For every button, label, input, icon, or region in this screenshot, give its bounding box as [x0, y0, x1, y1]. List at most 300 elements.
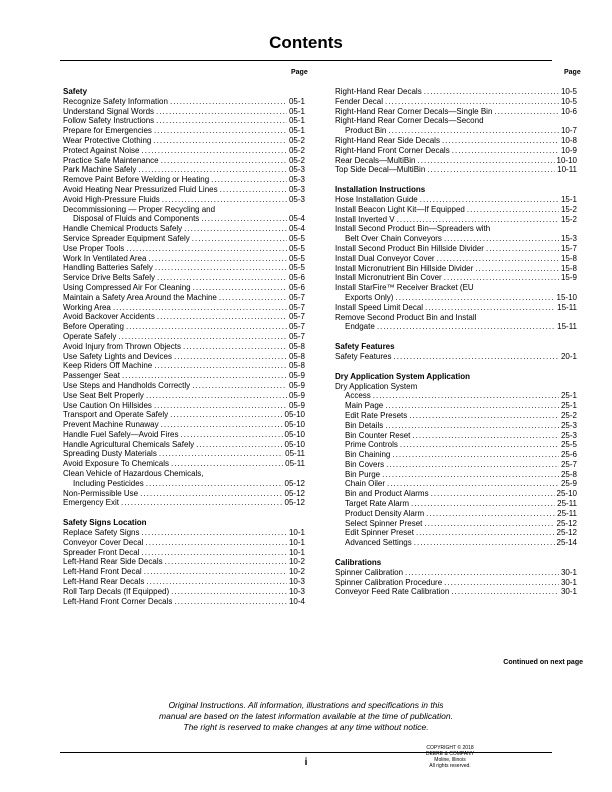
toc-entry-page: 05-7	[288, 292, 305, 302]
toc-entry-page: 05-7	[288, 312, 305, 322]
toc-entry[interactable]	[63, 244, 305, 254]
toc-entry[interactable]	[63, 322, 305, 332]
toc-entry-page: 05-7	[288, 302, 305, 312]
toc-entry-page: 10-5	[560, 87, 577, 96]
toc-entry[interactable]	[63, 459, 305, 469]
toc-entry-page: 15-3	[560, 234, 577, 244]
dot-leader	[145, 538, 287, 548]
toc-entry[interactable]	[335, 244, 577, 254]
toc-entry-label: Practice Safe Maintenance	[63, 155, 159, 165]
toc-entry-label: Use Steps and Handholds Correctly	[63, 380, 191, 390]
dot-leader	[192, 381, 287, 391]
toc-entry[interactable]	[63, 538, 305, 548]
toc-entry-page: 05-10	[284, 410, 305, 420]
toc-entry-title: Remove Second Product Bin and Install	[335, 312, 477, 322]
toc-entry-title: Install StarFire™ Receiver Bracket (EU	[335, 283, 474, 293]
toc-entry-label: Spreader Front Decal	[63, 547, 140, 557]
toc-entry-label: Handling Batteries Safely	[63, 263, 153, 273]
toc-entry[interactable]	[63, 381, 305, 391]
toc-entry[interactable]	[63, 263, 305, 273]
toc-entry[interactable]	[335, 421, 577, 431]
toc-entry-page: 25-6	[560, 450, 577, 460]
toc-entry-label: Emergency Exit	[63, 498, 120, 508]
dot-leader	[118, 332, 287, 342]
toc-entry-label: Product Density Alarm	[345, 508, 425, 518]
toc-entry-page: 05-12	[284, 478, 305, 488]
toc-entry-label: Conveyor Cover Decal	[63, 537, 144, 547]
toc-entry[interactable]	[63, 254, 305, 264]
toc-entry[interactable]	[63, 557, 305, 567]
toc-entry[interactable]	[63, 195, 305, 205]
dot-leader	[424, 519, 554, 529]
toc-entry-page: 15-7	[560, 243, 577, 253]
toc-entry[interactable]	[335, 411, 577, 421]
toc-entry[interactable]	[63, 597, 305, 607]
toc-section	[335, 558, 577, 597]
toc-entry-label: Disposal of Fluids and Components	[73, 214, 200, 224]
dot-leader	[424, 87, 559, 97]
dot-leader	[385, 421, 559, 431]
toc-entry-label: Prepare for Emergencies	[63, 126, 152, 136]
toc-entry-page: 05-3	[288, 194, 305, 204]
dot-leader	[444, 273, 559, 283]
dot-leader	[475, 264, 559, 274]
dot-leader	[126, 244, 287, 254]
toc-entry-page: 30-1	[560, 567, 577, 577]
toc-entry[interactable]	[335, 264, 577, 274]
toc-entry[interactable]	[335, 479, 577, 489]
toc-entry[interactable]	[63, 498, 305, 508]
toc-entry[interactable]	[63, 283, 305, 293]
dot-leader	[144, 567, 287, 577]
toc-entry[interactable]	[63, 146, 305, 156]
toc-entry-label: Top Side Decal—MultiBin	[335, 165, 426, 175]
dot-leader	[444, 234, 559, 244]
toc-entry[interactable]	[63, 175, 305, 185]
toc-entry-label: Right-Hand Rear Decals	[335, 87, 422, 96]
dot-leader	[201, 214, 287, 224]
toc-entry-label: Right-Hand Front Corner Decals	[335, 145, 450, 155]
toc-entry[interactable]	[63, 224, 305, 234]
dot-leader	[192, 234, 287, 244]
toc-entry[interactable]	[63, 371, 305, 381]
toc-entry-page: 05-1	[288, 116, 305, 126]
dot-leader	[386, 460, 559, 470]
toc-entry-label: Keep Riders Off Machine	[63, 361, 153, 371]
toc-entry-page: 05-5	[288, 233, 305, 243]
toc-entry-label: Roll Tarp Decals (If Equipped)	[63, 586, 170, 596]
toc-entry-page: 20-1	[560, 351, 577, 361]
toc-entry-page: 05-7	[288, 331, 305, 341]
toc-entry-page: 25-5	[560, 440, 577, 450]
toc-entry[interactable]	[335, 215, 577, 225]
dot-leader	[146, 391, 287, 401]
dot-leader	[171, 587, 287, 597]
toc-entry-page: 05-6	[288, 273, 305, 283]
toc-entry[interactable]	[335, 87, 577, 97]
section-heading: Calibrations	[335, 558, 382, 568]
toc-entry[interactable]	[335, 126, 577, 136]
toc-entry-page: 05-8	[288, 361, 305, 371]
dot-leader	[141, 548, 287, 558]
toc-entry[interactable]	[63, 577, 305, 587]
toc-entry-label: Install Dual Conveyor Cover	[335, 253, 435, 263]
toc-entry-page: 05-12	[284, 488, 305, 498]
toc-entry-page: 15-8	[560, 263, 577, 273]
dot-leader	[138, 165, 287, 175]
toc-entry-page: 25-12	[556, 528, 577, 538]
notice-line: manual are based on the latest information available at the time of publication.	[159, 711, 453, 721]
toc-entry[interactable]	[335, 156, 577, 166]
toc-entry-label: Working Area	[63, 302, 111, 312]
toc-entry-label: Left-Hand Front Decal	[63, 567, 142, 577]
continued-note: Continued on next page	[503, 659, 583, 666]
toc-entry[interactable]	[63, 234, 305, 244]
toc-entry[interactable]	[63, 312, 305, 322]
toc-entry-label: Product Bin	[345, 126, 387, 136]
toc-entry[interactable]	[335, 146, 577, 156]
toc-entry[interactable]	[335, 568, 577, 578]
toc-entry-page: 10-5	[560, 96, 577, 106]
dot-leader	[420, 195, 559, 205]
toc-entry-label: Bin Covers	[345, 459, 385, 469]
toc-entry[interactable]	[63, 107, 305, 117]
toc-entry[interactable]	[63, 214, 305, 224]
dot-leader	[431, 489, 555, 499]
dot-leader	[467, 205, 559, 215]
dot-leader	[146, 479, 283, 489]
dot-leader	[180, 430, 282, 440]
toc-entry-page: 30-1	[560, 577, 577, 587]
copyright-line: DEERE & COMPANY	[425, 751, 475, 757]
dot-leader	[159, 449, 283, 459]
dot-leader	[397, 215, 559, 225]
dot-leader	[382, 470, 559, 480]
dot-leader	[157, 312, 287, 322]
toc-entry[interactable]	[335, 391, 577, 401]
toc-entry[interactable]	[63, 293, 305, 303]
toc-entry-page: 15-2	[560, 204, 577, 214]
toc-entry[interactable]	[335, 470, 577, 480]
dot-leader	[162, 195, 287, 205]
toc-entry-page: 05-6	[288, 282, 305, 292]
toc-entry[interactable]	[335, 136, 577, 146]
toc-entry-page: 05-8	[288, 351, 305, 361]
toc-entry-page: 10-3	[288, 577, 305, 587]
toc-entry[interactable]	[335, 519, 577, 529]
toc-entry-label: Hose Installation Guide	[335, 194, 418, 204]
toc-entry-label: Install Second Product Bin Hillside Divider	[335, 243, 484, 253]
toc-entry-label: Handle Fuel Safely—Avoid Fires	[63, 429, 179, 439]
toc-entry-label: Avoid Heating Near Pressurized Fluid Lines	[63, 184, 218, 194]
dot-leader	[451, 587, 559, 597]
toc-entry-page: 15-10	[556, 292, 577, 302]
toc-entry-page: 10-10	[556, 155, 577, 165]
toc-section	[335, 342, 577, 362]
toc-entry-page: 15-9	[560, 273, 577, 283]
toc-entry-label: Spreading Dusty Materials	[63, 449, 157, 459]
toc-entry-label: Spinner Calibration Procedure	[335, 577, 443, 587]
toc-entry[interactable]	[335, 509, 577, 519]
toc-entry[interactable]	[335, 165, 577, 175]
toc-entry-page: 15-8	[560, 253, 577, 263]
toc-entry[interactable]	[335, 97, 577, 107]
toc-entry-page: 25-8	[560, 469, 577, 479]
toc-entry[interactable]	[63, 489, 305, 499]
toc-entry-page: 25-3	[560, 420, 577, 430]
dot-leader	[412, 431, 559, 441]
toc-entry-page: 10-9	[560, 145, 577, 155]
toc-entry-title: Right-Hand Rear Corner Decals—Second	[335, 116, 484, 126]
dot-leader	[393, 352, 559, 362]
dot-leader	[387, 479, 559, 489]
dot-leader	[494, 107, 559, 117]
toc-entry-label: Avoid Backover Accidents	[63, 312, 155, 322]
toc-entry[interactable]	[63, 548, 305, 558]
toc-entry[interactable]	[63, 303, 305, 313]
toc-entry-page: 05-3	[288, 175, 305, 185]
dot-leader	[154, 401, 287, 411]
toc-entry[interactable]	[335, 538, 577, 548]
dot-leader	[157, 273, 287, 283]
toc-entry[interactable]	[335, 293, 577, 303]
toc-entry[interactable]	[63, 567, 305, 577]
dot-leader	[196, 440, 282, 450]
dot-leader	[395, 293, 554, 303]
dot-leader	[170, 97, 287, 107]
toc-entry-page: 05-10	[284, 429, 305, 439]
toc-entry[interactable]	[335, 107, 577, 117]
toc-entry[interactable]	[335, 303, 577, 313]
toc-entry-page: 15-1	[560, 194, 577, 204]
toc-entry[interactable]	[63, 126, 305, 136]
dot-leader	[388, 126, 559, 136]
toc-entry-page: 05-10	[284, 420, 305, 430]
toc-entry-label: Main Page	[345, 401, 384, 411]
toc-entry-label: Avoid Exposure To Chemicals	[63, 459, 169, 469]
toc-entry-label: Left-Hand Front Corner Decals	[63, 596, 173, 606]
toc-entry-page: 05-10	[284, 439, 305, 449]
toc-entry[interactable]	[335, 578, 577, 588]
toc-entry-label: Edit Spinner Preset	[345, 528, 414, 538]
dot-leader	[174, 597, 287, 607]
toc-entry-page: 25-2	[560, 410, 577, 420]
dot-leader	[411, 499, 555, 509]
toc-entry-page: 05-2	[288, 135, 305, 145]
toc-entry-label: Bin Details	[345, 420, 384, 430]
toc-entry-label: Avoid High-Pressure Fluids	[63, 194, 160, 204]
section-heading: Safety	[63, 87, 88, 96]
toc-entry-label: Prime Controls	[345, 440, 398, 450]
toc-entry[interactable]	[335, 322, 577, 332]
toc-entry-label: Recognize Safety Information	[63, 96, 168, 106]
toc-entry-label: Handle Agricultural Chemicals Safely	[63, 439, 195, 449]
toc-entry[interactable]	[63, 410, 305, 420]
toc-entry[interactable]	[63, 479, 305, 489]
toc-entry-label: Work In Ventilated Area	[63, 253, 147, 263]
toc-entry-page: 25-3	[560, 430, 577, 440]
section-heading: Installation Instructions	[335, 185, 426, 195]
dot-leader	[148, 254, 287, 264]
dot-leader	[171, 459, 283, 469]
toc-entry[interactable]	[335, 352, 577, 362]
toc-entry[interactable]	[63, 449, 305, 459]
toc-entry-label: Rear Decals—MultiBin	[335, 155, 416, 165]
toc-entry[interactable]	[335, 431, 577, 441]
toc-entry[interactable]	[63, 420, 305, 430]
toc-entry-label: Understand Signal Words	[63, 106, 155, 116]
toc-entry-page: 25-9	[560, 479, 577, 489]
dot-leader	[405, 568, 559, 578]
dot-leader	[121, 498, 283, 508]
toc-entry[interactable]	[63, 401, 305, 411]
dot-leader	[154, 361, 287, 371]
toc-entry-label: Prevent Machine Runaway	[63, 420, 159, 430]
toc-entry[interactable]	[335, 234, 577, 244]
toc-entry[interactable]	[63, 165, 305, 175]
toc-entry[interactable]	[63, 391, 305, 401]
toc-entry[interactable]	[63, 156, 305, 166]
dot-leader	[156, 116, 287, 126]
toc-entry-label: Fender Decal	[335, 96, 384, 106]
toc-entry-label: Install Speed Limit Decal	[335, 302, 424, 312]
toc-entry-page: 05-11	[285, 459, 305, 469]
toc-entry[interactable]	[63, 587, 305, 597]
toc-entry-page: 05-11	[285, 449, 305, 459]
toc-entry-label: Right-Hand Rear Corner Decals—Single Bin	[335, 106, 493, 116]
dot-leader	[385, 97, 559, 107]
dot-leader	[400, 440, 559, 450]
toc-entry-label: Spinner Calibration	[335, 567, 404, 577]
toc-entry[interactable]	[63, 361, 305, 371]
toc-entry-page: 05-9	[288, 400, 305, 410]
toc-entry-page: 30-1	[560, 587, 577, 597]
toc-entry-page: 25-12	[556, 518, 577, 528]
dot-leader	[414, 538, 555, 548]
toc-entry-label: Advanced Settings	[345, 538, 412, 548]
toc-entry[interactable]	[335, 489, 577, 499]
toc-entry[interactable]	[63, 97, 305, 107]
toc-entry-page: 25-11	[557, 499, 577, 509]
toc-entry[interactable]	[335, 450, 577, 460]
toc-entry-label: Access	[345, 391, 371, 401]
toc-entry-label: Install Beacon Light Kit—If Equipped	[335, 204, 465, 214]
toc-entry-page: 10-8	[560, 135, 577, 145]
toc-entry[interactable]	[335, 205, 577, 215]
toc-entry[interactable]	[63, 430, 305, 440]
toc-entry-label: Park Machine Safely	[63, 165, 137, 175]
toc-entry[interactable]	[63, 332, 305, 342]
toc-entry[interactable]	[335, 254, 577, 264]
dot-leader	[219, 293, 287, 303]
toc-entry[interactable]	[63, 440, 305, 450]
toc-entry-page: 05-4	[288, 224, 305, 234]
toc-section	[335, 87, 577, 175]
toc-entry-label: Left-Hand Rear Side Decals	[63, 557, 163, 567]
toc-entry[interactable]	[335, 587, 577, 597]
toc-entry-page: 05-1	[288, 96, 305, 106]
toc-entry-page: 10-3	[288, 586, 305, 596]
toc-entry-label: Remove Paint Before Welding or Heating	[63, 175, 210, 185]
dot-leader	[161, 420, 283, 430]
dot-leader	[113, 303, 287, 313]
toc-section	[335, 372, 577, 548]
toc-entry-label: Install Micronutrient Bin Hillside Divider	[335, 263, 474, 273]
toc-entry-page: 10-2	[288, 557, 305, 567]
right-page-column-label: Page	[564, 69, 581, 76]
copyright-line: COPYRIGHT © 2018	[426, 745, 474, 751]
toc-entry-page: 05-3	[288, 165, 305, 175]
toc-entry-label: Handle Chemical Products Safely	[63, 224, 183, 234]
notice-line: The right is reserved to make changes at any time without notice.	[183, 722, 429, 732]
dot-leader	[373, 391, 559, 401]
toc-entry[interactable]	[63, 185, 305, 195]
toc-section	[63, 518, 305, 606]
toc-entry[interactable]	[335, 273, 577, 283]
toc-entry[interactable]	[63, 273, 305, 283]
dot-leader	[141, 146, 287, 156]
toc-entry-label: Endgate	[345, 322, 375, 332]
toc-entry[interactable]	[63, 352, 305, 362]
dot-leader	[377, 322, 555, 332]
toc-entry-title: Dry Application System	[335, 381, 418, 391]
toc-entry-label: Install Inverted V	[335, 214, 395, 224]
toc-entry-page: 15-11	[557, 322, 577, 332]
page-title: Contents	[269, 33, 343, 52]
dot-leader	[409, 411, 559, 421]
toc-entry[interactable]	[63, 342, 305, 352]
toc-entry-page: 05-5	[288, 243, 305, 253]
toc-entry-label: Avoid Injury from Thrown Objects	[63, 341, 181, 351]
toc-entry[interactable]	[63, 528, 305, 538]
toc-entry[interactable]	[335, 440, 577, 450]
toc-entry-page: 05-1	[288, 106, 305, 116]
toc-entry-page: 10-7	[560, 126, 577, 136]
toc-entry-page: 05-9	[288, 380, 305, 390]
toc-entry-page: 25-7	[560, 459, 577, 469]
dot-leader	[155, 263, 287, 273]
toc-entry[interactable]	[335, 528, 577, 538]
copyright-line: Moline, Illinois	[434, 757, 466, 763]
toc-entry-label: Using Compressed Air For Cleaning	[63, 282, 191, 292]
toc-entry-label: Bin Purge	[345, 469, 381, 479]
toc-entry-page: 10-6	[560, 106, 577, 116]
toc-entry-label: Left-Hand Rear Decals	[63, 577, 145, 587]
toc-entry-page: 05-1	[288, 126, 305, 136]
toc-entry-page: 05-3	[288, 184, 305, 194]
toc-entry[interactable]	[63, 136, 305, 146]
toc-entry-page: 10-2	[288, 567, 305, 577]
toc-entry-label: Exports Only)	[345, 292, 394, 302]
toc-entry[interactable]	[335, 460, 577, 470]
dot-leader	[416, 528, 555, 538]
toc-entry[interactable]	[335, 401, 577, 411]
dot-leader	[220, 185, 287, 195]
toc-entry[interactable]	[63, 116, 305, 126]
dot-leader	[170, 410, 282, 420]
toc-entry-page: 05-9	[288, 371, 305, 381]
toc-entry[interactable]	[335, 499, 577, 509]
dot-leader	[183, 342, 287, 352]
dot-leader	[156, 107, 287, 117]
toc-entry-page: 05-8	[288, 341, 305, 351]
toc-entry[interactable]	[335, 195, 577, 205]
toc-entry-title: Install Second Product Bin—Spreaders with	[335, 224, 491, 234]
toc-entry-label: Belt Over Chain Conveyors	[345, 234, 442, 244]
dot-leader	[486, 244, 559, 254]
toc-entry-label: Wear Protective Clothing	[63, 135, 152, 145]
toc-entry-page: 10-4	[288, 596, 305, 606]
